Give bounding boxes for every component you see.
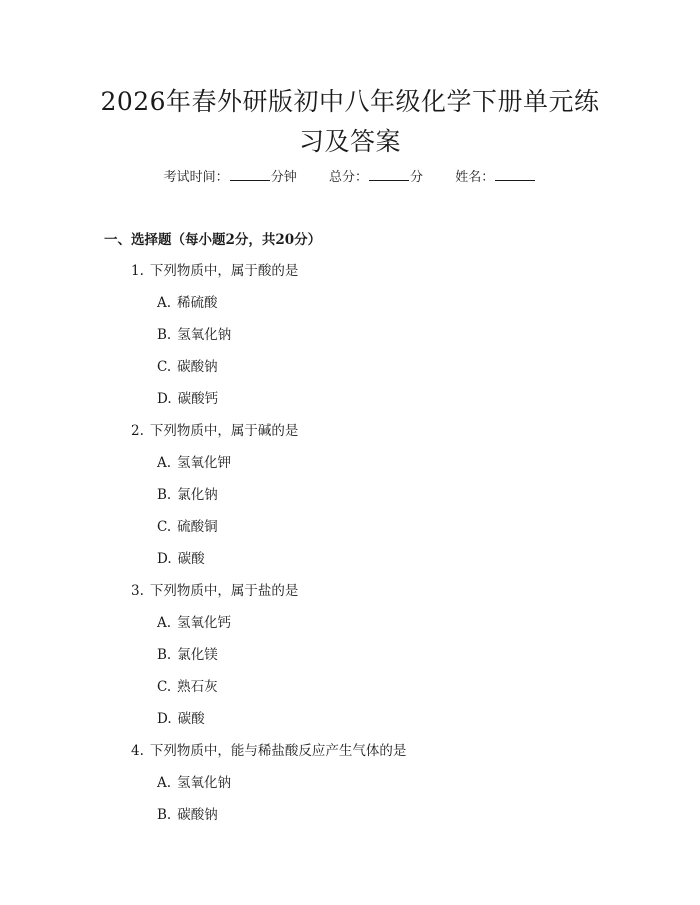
question-1 — [131, 261, 298, 281]
option-text: 碳酸钠 — [177, 359, 218, 375]
question-text: 下列物质中，属于酸的是 — [149, 263, 299, 279]
score-label: 总分： — [328, 170, 368, 185]
question-number: 1. — [131, 263, 144, 279]
option-2a[interactable] — [157, 453, 231, 473]
time-label: 考试时间： — [163, 170, 229, 185]
option-1d[interactable] — [157, 389, 218, 409]
option-3a[interactable] — [157, 613, 231, 633]
option-text: 氢氧化钙 — [177, 615, 232, 631]
option-text: 氢氧化钠 — [177, 775, 232, 791]
option-letter: A. — [157, 295, 172, 311]
option-text: 熟石灰 — [177, 679, 218, 695]
question-2 — [131, 421, 298, 441]
name-label: 姓名： — [455, 170, 495, 185]
time-unit: 分钟 — [270, 170, 297, 185]
question-4 — [131, 741, 406, 761]
option-letter: B. — [157, 647, 172, 663]
option-3b[interactable] — [157, 645, 218, 665]
option-text: 碳酸 — [177, 551, 205, 567]
title-line-2: 习及答案 — [298, 127, 401, 156]
option-letter: B. — [157, 807, 172, 823]
time-blank[interactable] — [230, 168, 270, 181]
question-3 — [131, 581, 298, 601]
option-letter: B. — [157, 487, 172, 503]
option-letter: C. — [157, 519, 172, 535]
option-letter: B. — [157, 327, 172, 343]
name-blank[interactable] — [495, 168, 535, 181]
option-1c[interactable] — [157, 357, 218, 377]
option-letter: A. — [157, 455, 172, 471]
option-text: 碳酸 — [177, 711, 205, 727]
option-1a[interactable] — [157, 293, 218, 313]
question-text: 下列物质中，能与稀盐酸反应产生气体的是 — [149, 743, 407, 759]
option-letter: D. — [157, 391, 172, 407]
option-3c[interactable] — [157, 677, 218, 697]
option-3d[interactable] — [157, 709, 205, 729]
title-line-1: 2026年春外研版初中八年级化学下册单元练 — [100, 87, 600, 116]
document-title — [100, 82, 600, 162]
option-text: 氯化镁 — [177, 647, 218, 663]
option-4b[interactable] — [157, 805, 218, 825]
section-heading: 一、选择题（每小题2分，共20分） — [104, 232, 322, 248]
option-4a[interactable] — [157, 773, 231, 793]
question-text: 下列物质中，属于盐的是 — [149, 583, 299, 599]
question-text: 下列物质中，属于碱的是 — [149, 423, 299, 439]
question-number: 4. — [131, 743, 144, 759]
question-number: 3. — [131, 583, 144, 599]
question-number: 2. — [131, 423, 144, 439]
exam-meta-row — [0, 168, 700, 188]
option-2b[interactable] — [157, 485, 218, 505]
score-unit: 分 — [410, 170, 424, 185]
score-blank[interactable] — [369, 168, 409, 181]
option-1b[interactable] — [157, 325, 231, 345]
option-2c[interactable] — [157, 517, 218, 537]
option-text: 碳酸钙 — [177, 391, 219, 407]
option-text: 氢氧化钠 — [177, 327, 232, 343]
option-letter: C. — [157, 359, 172, 375]
option-text: 碳酸钠 — [177, 807, 218, 823]
option-letter: A. — [157, 775, 172, 791]
option-2d[interactable] — [157, 549, 205, 569]
option-letter: D. — [157, 711, 172, 727]
option-letter: D. — [157, 551, 172, 567]
option-text: 硫酸铜 — [177, 519, 218, 535]
option-text: 稀硫酸 — [177, 295, 218, 311]
option-letter: C. — [157, 679, 172, 695]
option-text: 氯化钠 — [177, 487, 218, 503]
option-text: 氢氧化钾 — [177, 455, 232, 471]
option-letter: A. — [157, 615, 172, 631]
